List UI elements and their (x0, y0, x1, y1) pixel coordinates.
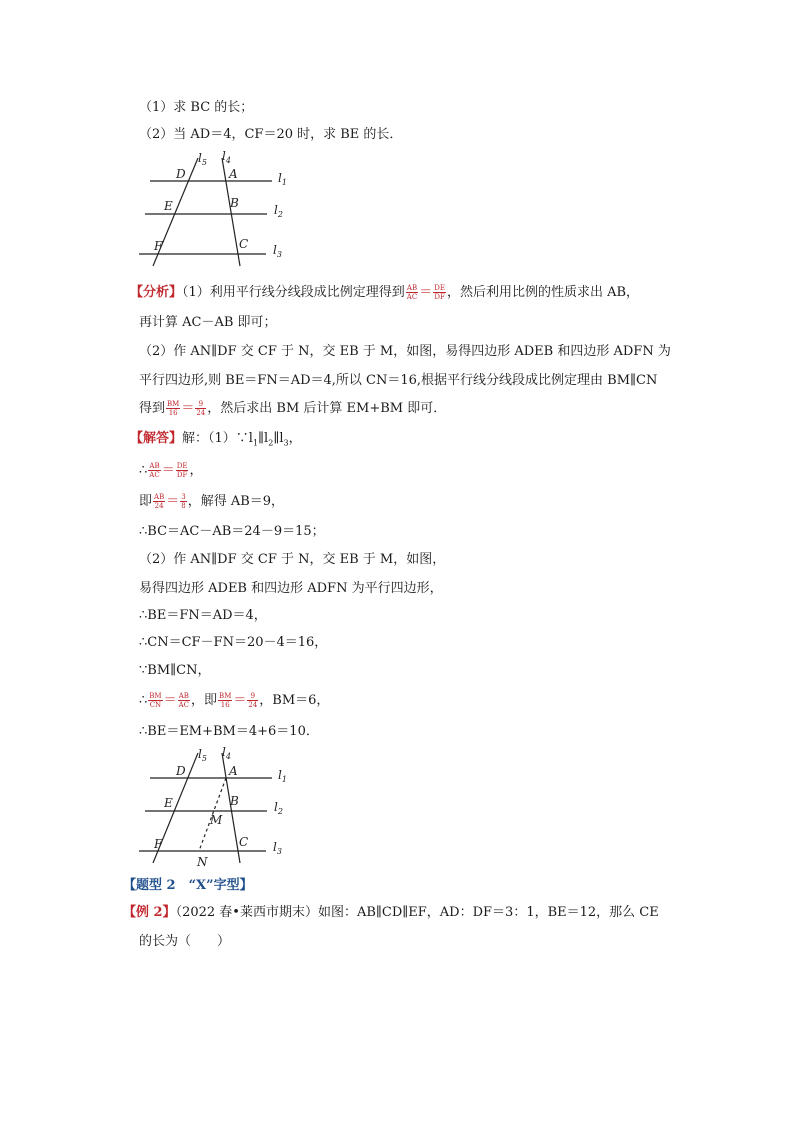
label-B: B (230, 196, 239, 210)
label-l2: $l_2$ (274, 203, 283, 219)
label-E: E (164, 796, 173, 810)
fraction-3-8: $\frac{3}{8}$ (181, 493, 186, 510)
label-l4: $l_4$ (222, 745, 231, 761)
solution-line-2: ∴ $\frac{AB}{AC}$ ＝ $\frac{DE}{DF}$ ， (139, 462, 203, 479)
analysis-text-1a: （1）利用平行线分线段成比例定理得到 (182, 285, 405, 300)
analysis-tag: 【分析】 (130, 285, 183, 300)
section-title: 【题型 2 “X”字型】 (123, 878, 253, 893)
analysis-text-1b: ，然后利用比例的性质求出 AB， (446, 285, 640, 300)
fraction-de-df: $\frac{DE}{DF}$ (434, 284, 445, 301)
analysis-line-3: （2）作 AN∥DF 交 CF 于 N，交 EB 于 M，如图，易得四边形 ADEB 和四边形 ADFN 为 (139, 344, 671, 359)
label-l1: $l_1$ (278, 171, 287, 187)
label-B: B (230, 794, 239, 808)
fraction-de-df-2: $\frac{DE}{DF}$ (176, 462, 188, 479)
label-M: M (210, 813, 223, 827)
solution-line-11: ∴BE＝EM+BM＝4+6＝10． (139, 724, 319, 739)
fraction-9-24-2: $\frac{9}{24}$ (248, 692, 258, 709)
fraction-9-24: $\frac{9}{24}$ (196, 400, 206, 417)
solution-line-7: ∴BE＝FN＝AD＝4， (139, 608, 267, 623)
solution-tag: 【解答】 (130, 431, 183, 446)
analysis-line-2: 再计算 AC－AB 即可； (139, 315, 277, 330)
label-N: N (197, 855, 208, 869)
solution-line-6: 易得四边形 ADEB 和四边形 ADFN 为平行四边形， (139, 581, 443, 596)
label-A: A (229, 167, 238, 181)
label-l5: $l_5$ (198, 747, 207, 763)
label-F: F (154, 239, 163, 253)
fraction-bm-16: $\frac{BM}{16}$ (167, 400, 180, 417)
solution-line-10: ∴ $\frac{BM}{CN}$ ＝ $\frac{AB}{AC}$ ，即 $\frac{BM}{16}$ ＝ $\frac{9}{24}$ ，BM＝6， (139, 692, 330, 709)
fraction-ab-ac-2: $\frac{AB}{AC}$ (149, 462, 160, 479)
solution-line-3: 即 $\frac{AB}{24}$ ＝ $\frac{3}{8}$ ，解得 AB＝9， (139, 493, 285, 510)
example-2-line-2: 的长为（ ） (139, 934, 231, 949)
solution-line-5: （2）作 AN∥DF 交 CF 于 N，交 EB 于 M，如图， (139, 552, 446, 567)
label-l4: $l_4$ (222, 149, 231, 165)
label-l5: $l_5$ (198, 151, 207, 167)
analysis-line-4: 平行四边形,则 BE＝FN＝AD＝4,所以 CN＝16,根据平行线分线段成比例定理由 BM∥CN (139, 373, 658, 388)
label-E: E (164, 199, 173, 213)
analysis-line-5: 得到 $\frac{BM}{16}$ ＝ $\frac{9}{24}$ ，然后求出 BM 后计算 EM+BM 即可． (139, 400, 447, 417)
solution-line-9: ∵BM∥CN， (139, 663, 211, 678)
label-F: F (154, 837, 163, 851)
example-2-tag: 【例 2】 (123, 905, 176, 920)
fraction-bm-cn: $\frac{BM}{CN}$ (149, 692, 162, 709)
label-D: D (176, 764, 186, 778)
fraction-ab-24: $\frac{AB}{24}$ (154, 493, 165, 510)
example-2-line-1: 【例 2】（2022 春•莱西市期末）如图：AB∥CD∥EF，AD：DF＝3：1，BE＝12，那么 CE (123, 905, 659, 920)
label-C: C (239, 835, 249, 849)
solution-line-8: ∴CN＝CF－FN＝20－4＝16， (139, 635, 328, 650)
solution-line-1: 【解答】解：$(1)\because l_1\parallel l_2\parallel l_3$， (130, 431, 302, 448)
label-C: C (239, 237, 249, 251)
fraction-ab-ac: $\frac{AB}{AC}$ (406, 284, 418, 301)
label-l3: $l_3$ (273, 243, 282, 259)
fraction-ab-ac-3: $\frac{AB}{AC}$ (178, 692, 190, 709)
label-l3: $l_3$ (273, 840, 282, 856)
label-l2: $l_2$ (274, 800, 283, 816)
analysis-line-1: 【分析】（1）利用平行线分线段成比例定理得到 $\frac{AB}{AC}$ ＝ $\frac{DE}{DF}$ ，然后利用比例的性质求出 AB， (130, 284, 640, 301)
label-D: D (176, 167, 186, 181)
question-1: （1）求 BC 的长； (139, 100, 254, 115)
fraction-bm-16-2: $\frac{BM}{16}$ (219, 692, 232, 709)
solution-line-4: ∴BC＝AC－AB＝24－9＝15； (139, 524, 325, 539)
figure-parallel-lines-1 (130, 148, 300, 268)
figure-parallel-lines-2 (130, 745, 300, 870)
label-l1: $l_1$ (278, 768, 287, 784)
question-2: （2）当 AD＝4，CF＝20 时，求 BE 的长． (139, 127, 403, 142)
label-A: A (229, 764, 238, 778)
